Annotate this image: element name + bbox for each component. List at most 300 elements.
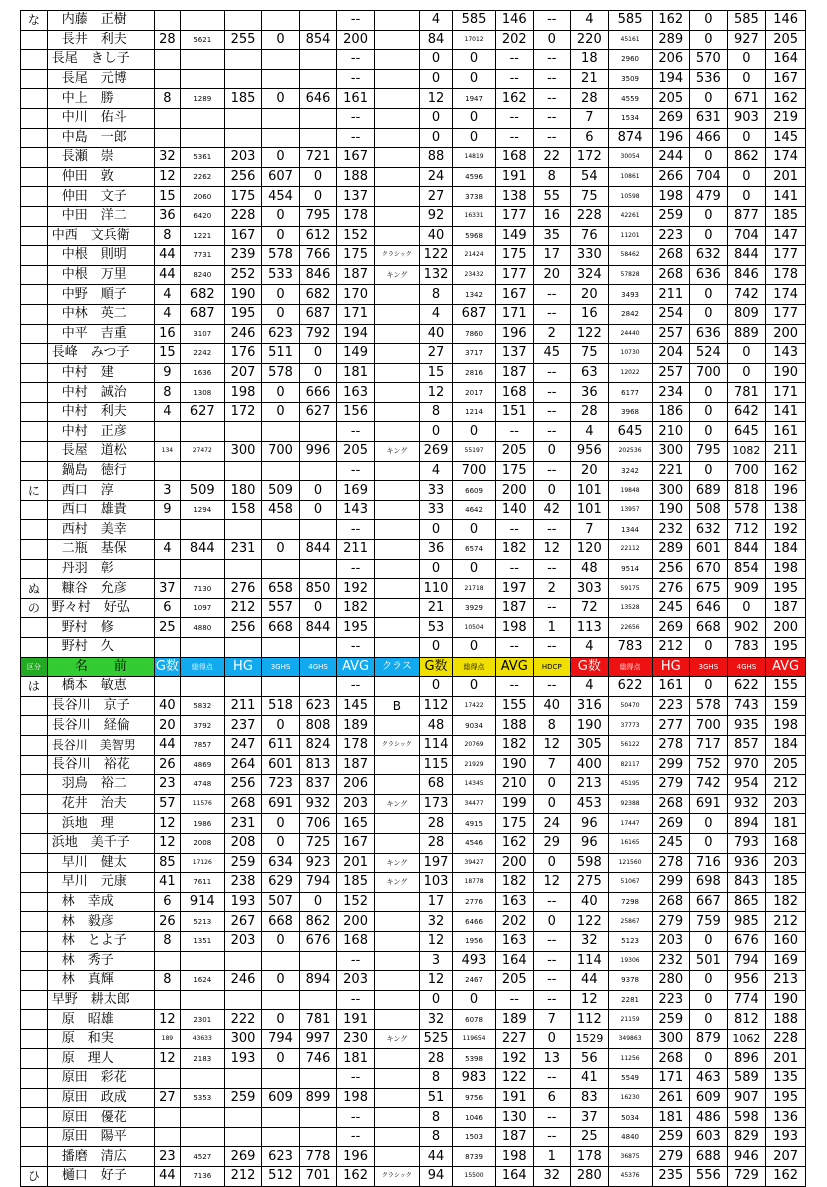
career-total-cell: 36875 bbox=[608, 1147, 652, 1167]
games-cell: 4 bbox=[155, 285, 181, 305]
3g-high-series-cell: 518 bbox=[262, 696, 300, 716]
average-cell: 167 bbox=[337, 833, 375, 853]
career-3g-high-series-cell: 570 bbox=[690, 50, 728, 70]
3g-high-series-cell: 700 bbox=[262, 442, 300, 462]
games-cell: 44 bbox=[155, 735, 181, 755]
career-3g-high-series-cell: 0 bbox=[690, 422, 728, 442]
period-total-cell: 9756 bbox=[453, 1088, 496, 1108]
career-high-game-cell: 223 bbox=[652, 696, 690, 716]
player-name-cell: 中上 勝 bbox=[47, 89, 154, 109]
period-games-cell: 53 bbox=[419, 618, 452, 638]
kana-group-cell bbox=[21, 344, 48, 364]
average-cell: 194 bbox=[337, 324, 375, 344]
career-games-cell: 32 bbox=[571, 931, 609, 951]
3g-high-series-cell: 507 bbox=[262, 892, 300, 912]
career-4g-high-series-cell: 729 bbox=[727, 1167, 766, 1187]
career-high-game-cell: 268 bbox=[652, 246, 690, 266]
total-score-cell bbox=[180, 461, 224, 481]
period-total-cell: 119654 bbox=[453, 1029, 496, 1049]
3g-high-series-cell bbox=[262, 69, 300, 89]
high-game-cell: 172 bbox=[224, 402, 262, 422]
career-total-cell: 622 bbox=[608, 677, 652, 697]
career-average-cell: 168 bbox=[766, 833, 806, 853]
class-cell bbox=[374, 285, 419, 305]
period-games-cell: 84 bbox=[419, 30, 452, 50]
career-average-cell: 185 bbox=[766, 206, 806, 226]
career-total-cell: 56122 bbox=[608, 735, 652, 755]
kana-group-cell bbox=[21, 167, 48, 187]
career-games-cell: 20 bbox=[571, 285, 609, 305]
table-row bbox=[21, 383, 806, 403]
period-average-cell: 177 bbox=[496, 206, 534, 226]
3g-high-series-cell bbox=[262, 128, 300, 148]
career-total-cell: 22656 bbox=[608, 618, 652, 638]
period-average-cell: 182 bbox=[496, 540, 534, 560]
career-3g-high-series-cell: 463 bbox=[690, 1069, 728, 1089]
high-game-cell: 222 bbox=[224, 1010, 262, 1030]
career-4g-high-series-cell: 932 bbox=[727, 794, 766, 814]
class-cell bbox=[374, 990, 419, 1010]
career-games-cell: 305 bbox=[571, 735, 609, 755]
table-row bbox=[21, 481, 806, 501]
total-score-cell: 682 bbox=[180, 285, 224, 305]
career-games-cell: 114 bbox=[571, 951, 609, 971]
table-row bbox=[21, 422, 806, 442]
handicap-cell: 0 bbox=[533, 912, 571, 932]
games-cell: 8 bbox=[155, 89, 181, 109]
header-career-4g-high-series: 4GHS bbox=[727, 657, 766, 677]
total-score-cell bbox=[180, 69, 224, 89]
table-row bbox=[21, 1029, 806, 1049]
average-cell: -- bbox=[337, 1127, 375, 1147]
player-name-cell: 早川 元康 bbox=[47, 873, 154, 893]
player-name-cell: 中平 吉重 bbox=[47, 324, 154, 344]
career-total-cell: 10730 bbox=[608, 344, 652, 364]
period-games-cell: 173 bbox=[419, 794, 452, 814]
games-cell bbox=[155, 1108, 181, 1128]
career-high-game-cell: 204 bbox=[652, 344, 690, 364]
4g-high-series-cell: 844 bbox=[299, 540, 337, 560]
player-name-cell: 早野 耕太郎 bbox=[47, 990, 154, 1010]
career-high-game-cell: 212 bbox=[652, 638, 690, 658]
high-game-cell: 237 bbox=[224, 716, 262, 736]
kana-group-cell bbox=[21, 833, 48, 853]
games-cell: 20 bbox=[155, 716, 181, 736]
high-game-cell: 231 bbox=[224, 814, 262, 834]
period-average-cell: 190 bbox=[496, 755, 534, 775]
total-score-cell: 2242 bbox=[180, 344, 224, 364]
class-cell bbox=[374, 363, 419, 383]
kana-group-cell bbox=[21, 363, 48, 383]
career-high-game-cell: 221 bbox=[652, 461, 690, 481]
4g-high-series-cell bbox=[299, 50, 337, 70]
4g-high-series-cell: 0 bbox=[299, 344, 337, 364]
handicap-cell: 2 bbox=[533, 324, 571, 344]
career-total-cell: 3493 bbox=[608, 285, 652, 305]
class-cell bbox=[374, 638, 419, 658]
handicap-cell: -- bbox=[533, 598, 571, 618]
career-average-cell: 203 bbox=[766, 853, 806, 873]
total-score-cell: 5832 bbox=[180, 696, 224, 716]
career-total-cell: 42261 bbox=[608, 206, 652, 226]
handicap-cell: -- bbox=[533, 892, 571, 912]
class-cell bbox=[374, 833, 419, 853]
handicap-cell: -- bbox=[533, 931, 571, 951]
kana-group-cell bbox=[21, 951, 48, 971]
games-cell: 12 bbox=[155, 833, 181, 853]
total-score-cell: 7130 bbox=[180, 579, 224, 599]
period-average-cell: -- bbox=[496, 559, 534, 579]
career-total-cell: 37773 bbox=[608, 716, 652, 736]
4g-high-series-cell: 721 bbox=[299, 148, 337, 168]
4g-high-series-cell: 778 bbox=[299, 1147, 337, 1167]
career-3g-high-series-cell: 0 bbox=[690, 1049, 728, 1069]
player-name-cell: 早川 健太 bbox=[47, 853, 154, 873]
handicap-cell: -- bbox=[533, 363, 571, 383]
period-total-cell: 4546 bbox=[453, 833, 496, 853]
kana-group-cell bbox=[21, 246, 48, 266]
player-name-cell: 丹羽 彰 bbox=[47, 559, 154, 579]
career-4g-high-series-cell: 712 bbox=[727, 520, 766, 540]
high-game-cell: 185 bbox=[224, 89, 262, 109]
career-games-cell: 12 bbox=[571, 990, 609, 1010]
average-cell: -- bbox=[337, 951, 375, 971]
class-cell bbox=[374, 481, 419, 501]
class-cell: クラシック bbox=[374, 246, 419, 266]
kana-group-cell bbox=[21, 108, 48, 128]
period-total-cell: 1947 bbox=[453, 89, 496, 109]
handicap-cell: 12 bbox=[533, 873, 571, 893]
4g-high-series-cell: 997 bbox=[299, 1029, 337, 1049]
class-cell bbox=[374, 148, 419, 168]
career-games-cell: 122 bbox=[571, 912, 609, 932]
career-3g-high-series-cell: 556 bbox=[690, 1167, 728, 1187]
period-average-cell: 182 bbox=[496, 873, 534, 893]
period-games-cell: 8 bbox=[419, 1108, 452, 1128]
period-games-cell: 51 bbox=[419, 1088, 452, 1108]
total-score-cell bbox=[180, 638, 224, 658]
table-row bbox=[21, 402, 806, 422]
class-cell: キング bbox=[374, 442, 419, 462]
average-cell: 161 bbox=[337, 89, 375, 109]
player-name-cell: 中野 順子 bbox=[47, 285, 154, 305]
career-4g-high-series-cell: 903 bbox=[727, 108, 766, 128]
average-cell: 203 bbox=[337, 794, 375, 814]
average-cell: -- bbox=[337, 128, 375, 148]
handicap-cell: -- bbox=[533, 951, 571, 971]
class-cell bbox=[374, 304, 419, 324]
average-cell: 188 bbox=[337, 167, 375, 187]
average-cell: 181 bbox=[337, 363, 375, 383]
career-average-cell: 146 bbox=[766, 11, 806, 31]
player-name-cell: 中村 利夫 bbox=[47, 402, 154, 422]
career-total-cell: 4559 bbox=[608, 89, 652, 109]
career-average-cell: 195 bbox=[766, 579, 806, 599]
high-game-cell: 256 bbox=[224, 775, 262, 795]
career-total-cell: 2960 bbox=[608, 50, 652, 70]
player-name-cell: 花井 治夫 bbox=[47, 794, 154, 814]
average-cell: 206 bbox=[337, 775, 375, 795]
average-cell: 149 bbox=[337, 344, 375, 364]
career-3g-high-series-cell: 0 bbox=[690, 971, 728, 991]
games-cell: 44 bbox=[155, 1167, 181, 1187]
career-4g-high-series-cell: 743 bbox=[727, 696, 766, 716]
career-4g-high-series-cell: 0 bbox=[727, 50, 766, 70]
kana-group-cell bbox=[21, 1029, 48, 1049]
table-row bbox=[21, 990, 806, 1010]
games-cell bbox=[155, 1069, 181, 1089]
table-row bbox=[21, 716, 806, 736]
kana-group-cell bbox=[21, 990, 48, 1010]
career-3g-high-series-cell: 0 bbox=[690, 89, 728, 109]
career-games-cell: 21 bbox=[571, 69, 609, 89]
table-row bbox=[21, 1069, 806, 1089]
career-games-cell: 25 bbox=[571, 1127, 609, 1147]
career-4g-high-series-cell: 954 bbox=[727, 775, 766, 795]
3g-high-series-cell bbox=[262, 559, 300, 579]
period-games-cell: 12 bbox=[419, 931, 452, 951]
handicap-cell: -- bbox=[533, 89, 571, 109]
games-cell: 189 bbox=[155, 1029, 181, 1049]
player-name-cell: 長谷川 京子 bbox=[47, 696, 154, 716]
games-cell: 37 bbox=[155, 579, 181, 599]
career-games-cell: 75 bbox=[571, 187, 609, 207]
handicap-cell: -- bbox=[533, 520, 571, 540]
total-score-cell bbox=[180, 677, 224, 697]
player-name-cell: 浜地 理 bbox=[47, 814, 154, 834]
total-score-cell bbox=[180, 1127, 224, 1147]
period-average-cell: 187 bbox=[496, 363, 534, 383]
total-score-cell: 5353 bbox=[180, 1088, 224, 1108]
class-cell bbox=[374, 187, 419, 207]
period-average-cell: 163 bbox=[496, 931, 534, 951]
handicap-cell: 0 bbox=[533, 794, 571, 814]
period-total-cell: 15500 bbox=[453, 1167, 496, 1187]
high-game-cell: 252 bbox=[224, 265, 262, 285]
high-game-cell: 212 bbox=[224, 598, 262, 618]
career-4g-high-series-cell: 1062 bbox=[727, 1029, 766, 1049]
header-career-average: AVG bbox=[766, 657, 806, 677]
period-average-cell: -- bbox=[496, 638, 534, 658]
period-average-cell: 188 bbox=[496, 716, 534, 736]
games-cell bbox=[155, 677, 181, 697]
career-3g-high-series-cell: 717 bbox=[690, 735, 728, 755]
kana-group-cell bbox=[21, 716, 48, 736]
class-cell bbox=[374, 559, 419, 579]
career-games-cell: 101 bbox=[571, 500, 609, 520]
games-cell: 44 bbox=[155, 246, 181, 266]
total-score-cell: 509 bbox=[180, 481, 224, 501]
period-total-cell: 4915 bbox=[453, 814, 496, 834]
4g-high-series-cell: 0 bbox=[299, 481, 337, 501]
career-games-cell: 172 bbox=[571, 148, 609, 168]
career-average-cell: 205 bbox=[766, 30, 806, 50]
period-average-cell: 200 bbox=[496, 481, 534, 501]
games-cell: 12 bbox=[155, 167, 181, 187]
period-average-cell: 162 bbox=[496, 833, 534, 853]
career-average-cell: 185 bbox=[766, 873, 806, 893]
period-total-cell: 6466 bbox=[453, 912, 496, 932]
handicap-cell: -- bbox=[533, 50, 571, 70]
career-3g-high-series-cell: 752 bbox=[690, 755, 728, 775]
period-games-cell: 0 bbox=[419, 128, 452, 148]
games-cell bbox=[155, 422, 181, 442]
class-cell bbox=[374, 167, 419, 187]
period-games-cell: 0 bbox=[419, 559, 452, 579]
career-games-cell: 37 bbox=[571, 1108, 609, 1128]
career-total-cell: 2281 bbox=[608, 990, 652, 1010]
career-3g-high-series-cell: 689 bbox=[690, 481, 728, 501]
career-high-game-cell: 257 bbox=[652, 324, 690, 344]
period-total-cell: 0 bbox=[453, 520, 496, 540]
games-cell: 57 bbox=[155, 794, 181, 814]
career-average-cell: 219 bbox=[766, 108, 806, 128]
games-cell: 8 bbox=[155, 931, 181, 951]
average-cell: -- bbox=[337, 50, 375, 70]
player-name-cell: 樋口 好子 bbox=[47, 1167, 154, 1187]
total-score-cell: 7857 bbox=[180, 735, 224, 755]
4g-high-series-cell: 0 bbox=[299, 363, 337, 383]
kana-group-cell bbox=[21, 89, 48, 109]
career-average-cell: 177 bbox=[766, 246, 806, 266]
period-games-cell: 68 bbox=[419, 775, 452, 795]
kana-group-cell bbox=[21, 618, 48, 638]
player-name-cell: 原 昭雄 bbox=[47, 1010, 154, 1030]
average-cell: -- bbox=[337, 677, 375, 697]
3g-high-series-cell bbox=[262, 1127, 300, 1147]
career-3g-high-series-cell: 688 bbox=[690, 1147, 728, 1167]
3g-high-series-cell: 794 bbox=[262, 1029, 300, 1049]
period-total-cell: 39427 bbox=[453, 853, 496, 873]
career-average-cell: 155 bbox=[766, 677, 806, 697]
handicap-cell: 8 bbox=[533, 167, 571, 187]
career-4g-high-series-cell: 794 bbox=[727, 951, 766, 971]
period-total-cell: 2816 bbox=[453, 363, 496, 383]
games-cell: 9 bbox=[155, 500, 181, 520]
career-high-game-cell: 198 bbox=[652, 187, 690, 207]
table-row bbox=[21, 206, 806, 226]
handicap-cell: 0 bbox=[533, 853, 571, 873]
total-score-cell: 687 bbox=[180, 304, 224, 324]
high-game-cell bbox=[224, 50, 262, 70]
3g-high-series-cell: 0 bbox=[262, 226, 300, 246]
kana-group-cell bbox=[21, 187, 48, 207]
career-games-cell: 7 bbox=[571, 108, 609, 128]
class-cell bbox=[374, 892, 419, 912]
games-cell: 25 bbox=[155, 618, 181, 638]
4g-high-series-cell bbox=[299, 422, 337, 442]
career-average-cell: 184 bbox=[766, 540, 806, 560]
period-total-cell: 3738 bbox=[453, 187, 496, 207]
kana-group-cell bbox=[21, 226, 48, 246]
period-games-cell: 8 bbox=[419, 285, 452, 305]
average-cell: -- bbox=[337, 422, 375, 442]
period-total-cell: 5968 bbox=[453, 226, 496, 246]
career-3g-high-series-cell: 670 bbox=[690, 559, 728, 579]
high-game-cell: 193 bbox=[224, 892, 262, 912]
career-high-game-cell: 232 bbox=[652, 520, 690, 540]
table-row bbox=[21, 187, 806, 207]
period-games-cell: 115 bbox=[419, 755, 452, 775]
high-game-cell: 300 bbox=[224, 442, 262, 462]
class-cell bbox=[374, 677, 419, 697]
average-cell: 187 bbox=[337, 265, 375, 285]
period-average-cell: 151 bbox=[496, 402, 534, 422]
high-game-cell bbox=[224, 1069, 262, 1089]
player-name-cell: 西口 雄貴 bbox=[47, 500, 154, 520]
table-row bbox=[21, 128, 806, 148]
4g-high-series-cell: 792 bbox=[299, 324, 337, 344]
4g-high-series-cell: 0 bbox=[299, 187, 337, 207]
total-score-cell: 7611 bbox=[180, 873, 224, 893]
career-games-cell: 63 bbox=[571, 363, 609, 383]
career-games-cell: 44 bbox=[571, 971, 609, 991]
period-total-cell: 6609 bbox=[453, 481, 496, 501]
table-row bbox=[21, 598, 806, 618]
career-3g-high-series-cell: 0 bbox=[690, 931, 728, 951]
career-games-cell: 75 bbox=[571, 344, 609, 364]
average-cell: 195 bbox=[337, 618, 375, 638]
period-games-cell: 0 bbox=[419, 677, 452, 697]
class-cell bbox=[374, 951, 419, 971]
games-cell: 15 bbox=[155, 344, 181, 364]
career-high-game-cell: 269 bbox=[652, 814, 690, 834]
period-total-cell: 0 bbox=[453, 638, 496, 658]
games-cell bbox=[155, 461, 181, 481]
high-game-cell bbox=[224, 69, 262, 89]
3g-high-series-cell: 634 bbox=[262, 853, 300, 873]
table-row bbox=[21, 755, 806, 775]
table-row bbox=[21, 265, 806, 285]
total-score-cell: 43633 bbox=[180, 1029, 224, 1049]
kana-group-cell: な bbox=[21, 11, 48, 31]
handicap-cell: -- bbox=[533, 990, 571, 1010]
period-games-cell: 12 bbox=[419, 383, 452, 403]
period-average-cell: 163 bbox=[496, 892, 534, 912]
career-total-cell: 13957 bbox=[608, 500, 652, 520]
career-total-cell: 202536 bbox=[608, 442, 652, 462]
kana-group-cell bbox=[21, 422, 48, 442]
class-cell bbox=[374, 618, 419, 638]
period-total-cell: 34477 bbox=[453, 794, 496, 814]
kana-group-cell bbox=[21, 461, 48, 481]
period-games-cell: 12 bbox=[419, 971, 452, 991]
career-3g-high-series-cell: 716 bbox=[690, 853, 728, 873]
period-total-cell: 9034 bbox=[453, 716, 496, 736]
3g-high-series-cell bbox=[262, 638, 300, 658]
high-game-cell: 180 bbox=[224, 481, 262, 501]
career-games-cell: 36 bbox=[571, 383, 609, 403]
table-row bbox=[21, 11, 806, 31]
total-score-cell: 7731 bbox=[180, 246, 224, 266]
handicap-cell: 29 bbox=[533, 833, 571, 853]
period-games-cell: 94 bbox=[419, 1167, 452, 1187]
period-total-cell: 0 bbox=[453, 108, 496, 128]
3g-high-series-cell bbox=[262, 11, 300, 31]
career-high-game-cell: 211 bbox=[652, 285, 690, 305]
career-4g-high-series-cell: 589 bbox=[727, 1069, 766, 1089]
class-cell bbox=[374, 971, 419, 991]
period-games-cell: 0 bbox=[419, 638, 452, 658]
period-average-cell: 149 bbox=[496, 226, 534, 246]
games-cell: 4 bbox=[155, 304, 181, 324]
high-game-cell bbox=[224, 422, 262, 442]
games-cell: 12 bbox=[155, 1049, 181, 1069]
career-3g-high-series-cell: 667 bbox=[690, 892, 728, 912]
kana-group-cell bbox=[21, 148, 48, 168]
3g-high-series-cell bbox=[262, 520, 300, 540]
kana-group-cell: の bbox=[21, 598, 48, 618]
